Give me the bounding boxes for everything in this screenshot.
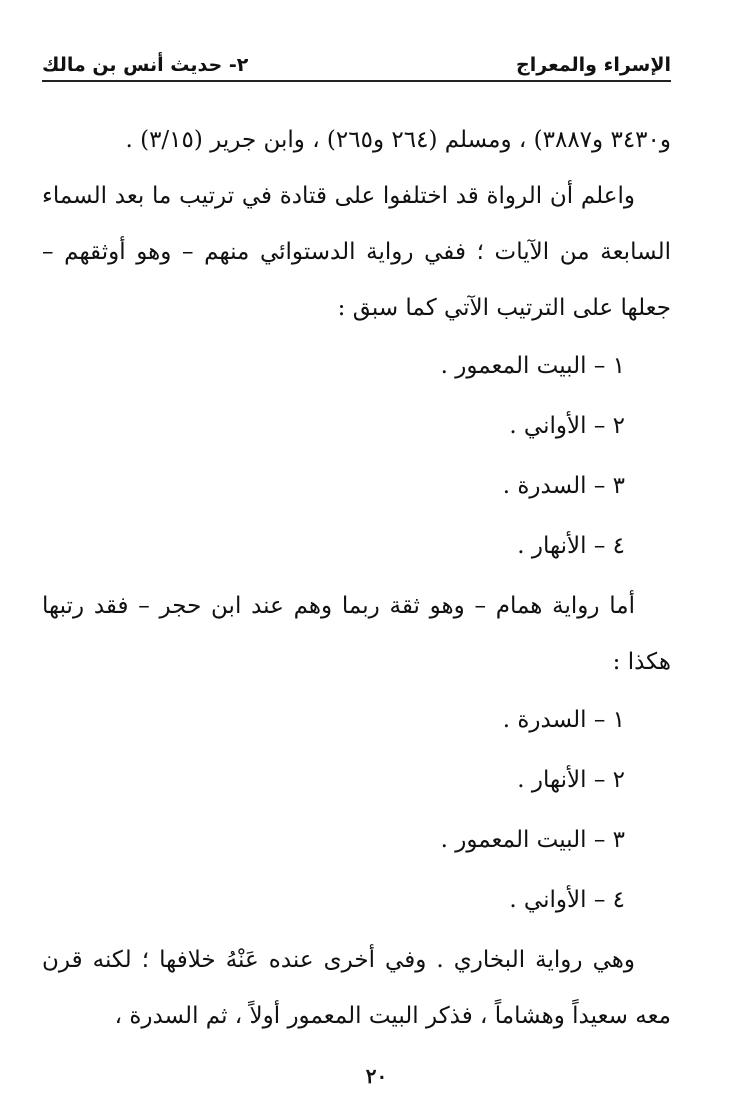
page-number: ٢٠ <box>365 1064 388 1088</box>
list2-item-2: ٢ – الأنهار . <box>517 767 625 793</box>
header-book-title: الإسراء والمعراج <box>516 54 671 76</box>
paragraph-1: واعلم أن الرواة قد اختلفوا على قتادة في ترتيب ما بعد السماء السابعة من الآيات ؛ ففي رواية الدستوائي منهم – وهو أوثقهم – جعلها على الترتيب الآتي كما سبق : <box>42 183 671 321</box>
page-body <box>42 112 671 1044</box>
paragraph-2: أما رواية همام – وهو ثقة ربما وهم عند ابن حجر – فقد رتبها هكذا : <box>42 593 671 675</box>
list1-item-1: ١ – البيت المعمور . <box>440 353 625 379</box>
list1-item-4: ٤ – الأنهار . <box>517 533 625 559</box>
paragraph-3: وهي رواية البخاري . وفي أخرى عنده عَنْهُ خلافها ؛ لكنه قرن معه سعيداً وهشاماً ، فذكر البيت المعمور أولاً ، ثم السدرة ، <box>42 947 671 1029</box>
continuation-line: و٣٤٣٠ و٣٨٨٧) ، ومسلم (٢٦٤ و٢٦٥) ، وابن جرير (٣/١٥) . <box>125 127 671 153</box>
list2-item-4: ٤ – الأواني . <box>509 887 625 913</box>
list1-item-3: ٣ – السدرة . <box>502 473 625 499</box>
list1-item-2: ٢ – الأواني . <box>509 413 625 439</box>
running-header <box>42 40 671 82</box>
list2-item-3: ٣ – البيت المعمور . <box>440 827 625 853</box>
list2-item-1: ١ – السدرة . <box>502 707 625 733</box>
header-chapter-title: ٢- حديث أنس بن مالك <box>42 54 249 76</box>
